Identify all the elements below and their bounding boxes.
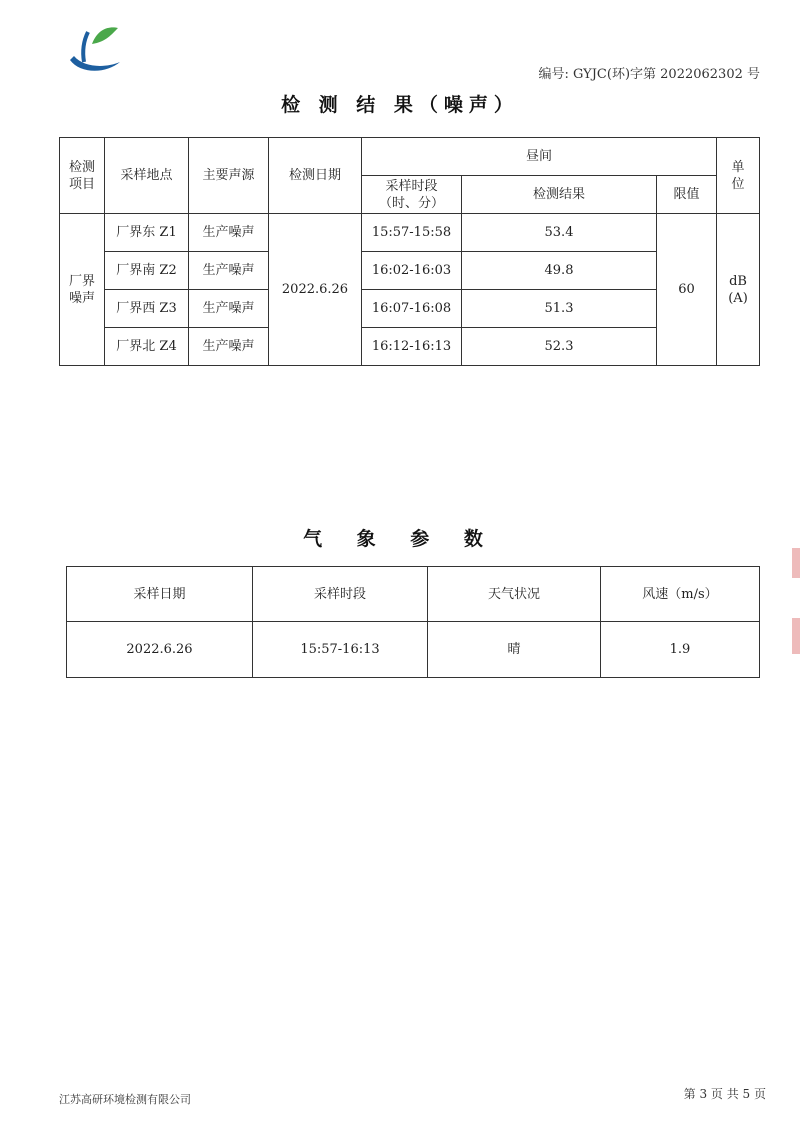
result-cell: 49.8 <box>462 252 657 290</box>
sampling-period-cell: 15:57-16:13 <box>253 622 428 678</box>
header-weather: 天气状况 <box>428 567 601 622</box>
sampling-date-cell: 2022.6.26 <box>67 622 253 678</box>
result-cell: 51.3 <box>462 290 657 328</box>
footer-company: 江苏高研环境检测有限公司 <box>59 1093 191 1106</box>
result-cell: 53.4 <box>462 214 657 252</box>
logo-leaf-green <box>92 27 118 44</box>
header-item: 检测项目 <box>60 138 105 214</box>
header-sampling-date: 采样日期 <box>67 567 253 622</box>
noise-results-table <box>59 137 760 366</box>
table-row <box>60 328 760 366</box>
logo-stem <box>83 32 88 62</box>
header-source: 主要声源 <box>189 138 269 214</box>
period-cell: 16:02-16:03 <box>362 252 462 290</box>
limit-cell: 60 <box>657 214 717 366</box>
logo-leaf-blue <box>70 56 120 71</box>
header-period: 采样时段（时、分） <box>362 176 462 214</box>
header-wind-speed: 风速（m/s） <box>601 567 760 622</box>
page-title: 检 测 结 果（噪声） <box>281 94 519 116</box>
source-cell: 生产噪声 <box>189 214 269 252</box>
table-row <box>60 252 760 290</box>
period-cell: 16:07-16:08 <box>362 290 462 328</box>
table-row <box>60 214 760 252</box>
location-cell: 厂界北 Z4 <box>105 328 189 366</box>
weather-cell: 晴 <box>428 622 601 678</box>
location-cell: 厂界西 Z3 <box>105 290 189 328</box>
wind-speed-cell: 1.9 <box>601 622 760 678</box>
location-cell: 厂界东 Z1 <box>105 214 189 252</box>
header-daytime: 昼间 <box>362 138 717 176</box>
result-cell: 52.3 <box>462 328 657 366</box>
item-cell: 厂界噪声 <box>60 214 105 366</box>
report-number: 编号: GYJC(环)字第 2022062302 号 <box>538 67 760 82</box>
header-date: 检测日期 <box>269 138 362 214</box>
header-unit: 单位 <box>717 138 760 214</box>
date-cell: 2022.6.26 <box>269 214 362 366</box>
table-row <box>67 622 760 678</box>
company-logo <box>62 22 126 74</box>
page-number: 第 3 页 共 5 页 <box>683 1087 766 1101</box>
seal-edge-mark <box>792 618 800 654</box>
header-limit: 限值 <box>657 176 717 214</box>
source-cell: 生产噪声 <box>189 328 269 366</box>
unit-cell: dB (A) <box>717 214 760 366</box>
seal-edge-mark <box>792 548 800 578</box>
period-cell: 16:12-16:13 <box>362 328 462 366</box>
source-cell: 生产噪声 <box>189 290 269 328</box>
table-row <box>60 290 760 328</box>
source-cell: 生产噪声 <box>189 252 269 290</box>
header-sampling-period: 采样时段 <box>253 567 428 622</box>
header-result: 检测结果 <box>462 176 657 214</box>
weather-title: 气 象 参 数 <box>303 528 497 550</box>
header-location: 采样地点 <box>105 138 189 214</box>
weather-table <box>66 566 760 678</box>
period-cell: 15:57-15:58 <box>362 214 462 252</box>
location-cell: 厂界南 Z2 <box>105 252 189 290</box>
